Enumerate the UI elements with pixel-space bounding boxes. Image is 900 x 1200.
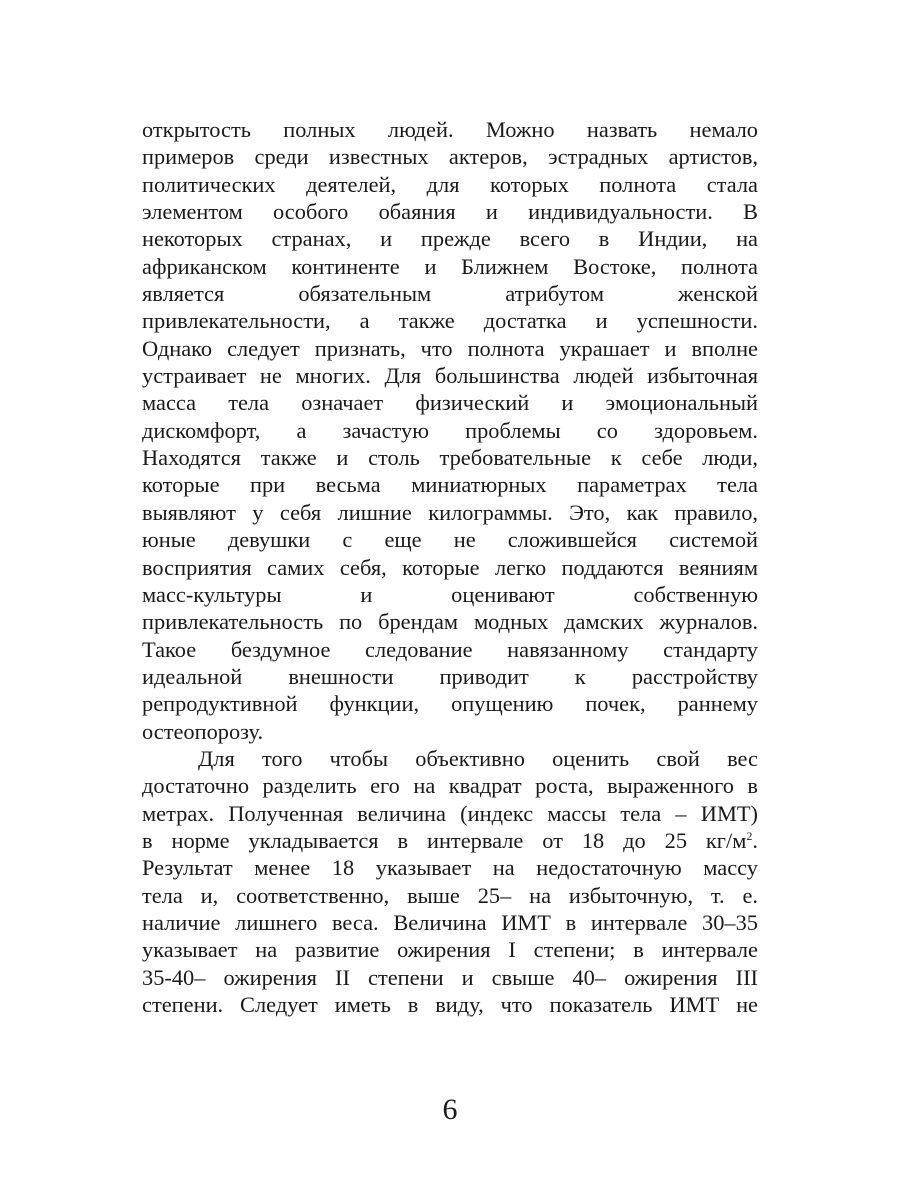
text-line: масса тела означает физический и эмоциональный	[142, 390, 758, 416]
paragraph-end-line: остеопорозу.	[142, 718, 264, 744]
text-line: 35-40– ожирения II степени и свыше 40– ожирения III	[142, 964, 758, 990]
text-line: тела и, соответственно, выше 25– на избыточную, т. е.	[142, 882, 758, 908]
text-line: примеров среди известных актеров, эстрадных артистов,	[142, 144, 758, 170]
line-tail: .	[752, 827, 758, 853]
text-line: некоторых странах, и прежде всего в Индии, на	[142, 226, 758, 252]
text-line: привлекательности, а также достатка и успешности.	[142, 308, 758, 334]
text-line: дискомфорт, а зачастую проблемы со здоровьем.	[142, 417, 758, 443]
text-line-with-superscript	[142, 827, 758, 854]
text-line: масс-культуры и оценивают собственную	[142, 581, 758, 607]
text-line: юные девушки с еще не сложившейся системой	[142, 527, 758, 553]
text-line: идеальной внешности приводит к расстройству	[142, 663, 758, 689]
text-line: открытость полных людей. Можно назвать немало	[142, 117, 758, 142]
text-line: устраивает не многих. Для большинства людей избыточная	[142, 363, 758, 389]
page-number: 6	[442, 1093, 458, 1126]
text-line: указывает на развитие ожирения I степени; в интервале	[142, 937, 758, 963]
text-line: элементом особого обаяния и индивидуальности. В	[142, 199, 758, 225]
line-text: в норме укладывается в интервале от 18 до 25 кг/м	[142, 827, 747, 853]
body-text	[142, 116, 758, 1018]
text-line: Однако следует признать, что полнота украшает и вполне	[142, 335, 758, 361]
text-line: выявляют у себя лишние килограммы. Это, как правило,	[142, 499, 758, 525]
text-line: которые при весьма миниатюрных параметрах тела	[142, 472, 758, 498]
text-line: политических деятелей, для которых полнота стала	[142, 171, 758, 197]
text-line: наличие лишнего веса. Величина ИМТ в интервале 30–35	[142, 909, 758, 935]
text-line: Находятся также и столь требовательные к себе люди,	[142, 445, 758, 471]
text-line: африканском континенте и Ближнем Востоке, полнота	[142, 253, 758, 279]
text-line: восприятия самих себя, которые легко поддаются веяниям	[142, 554, 758, 580]
text-line: достаточно разделить его на квадрат роста, выраженного в	[142, 773, 758, 799]
text-line: Результат менее 18 указывает на недостаточную массу	[142, 855, 758, 881]
text-line: является обязательным атрибутом женской	[142, 281, 758, 307]
text-line: Такое бездумное следование навязанному стандарту	[142, 636, 758, 662]
paragraph-start-line: Для того чтобы объективно оценить свой вес	[198, 745, 758, 771]
superscript: 2	[746, 828, 753, 843]
text-line: метрах. Полученная величина (индекс массы тела – ИМТ)	[142, 800, 758, 826]
text-line: степени. Следует иметь в виду, что показатель ИМТ не	[142, 992, 758, 1017]
text-line: репродуктивной функции, опущению почек, раннему	[142, 691, 758, 717]
text-line: привлекательность по брендам модных дамских журналов.	[142, 609, 758, 635]
